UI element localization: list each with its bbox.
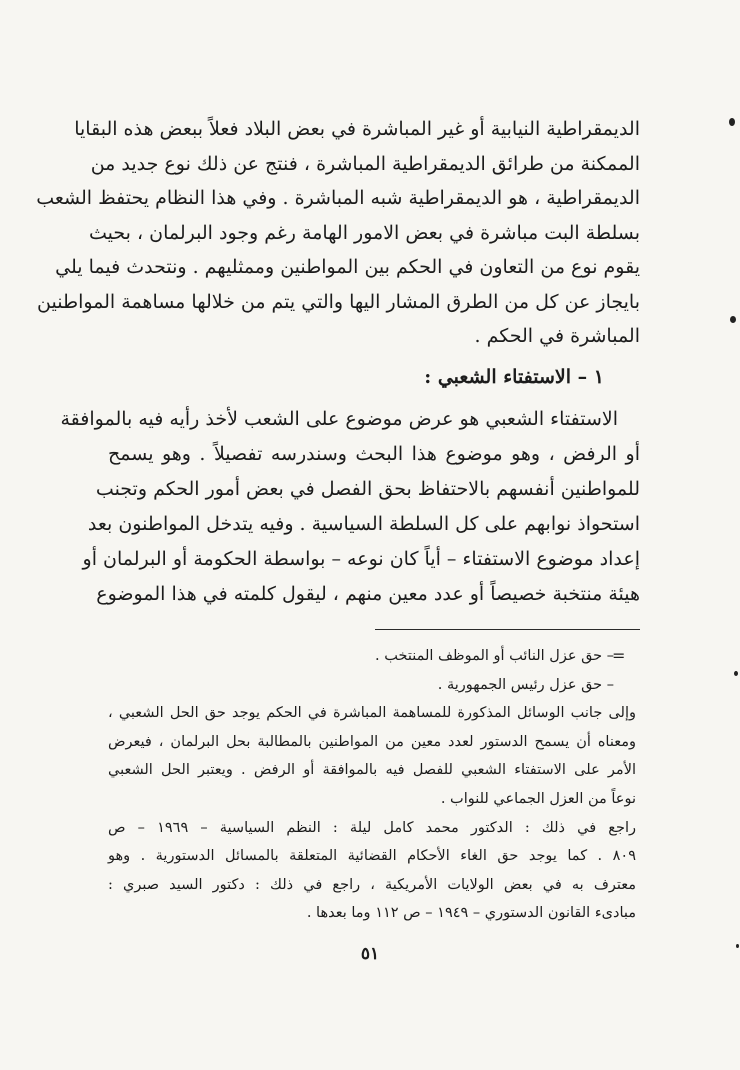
page-number: ٥١ [360, 944, 380, 964]
body-paragraph-1 [36, 112, 640, 354]
body-line: إعداد موضوع الاستفتاء – أياً كان نوعه – بواسطة الحكومة أو البرلمان أو [82, 548, 640, 570]
body-line: استحواذ نوابهم على كل السلطة السياسية . وفيه يتدخل المواطنون بعد [87, 513, 640, 535]
body-line: بايجاز عن كل من الطرق المشار اليها والتي يتم من خلالها مساهمة المواطنين [37, 290, 640, 313]
footnote-line: معترف به في بعض الولايات الأمريكية ، راجع في ذلك : دكتور السيد صبري : [108, 876, 636, 893]
footnote-line: ومعناه أن يسمح الدستور لعدد معين من المواطنين بالمطالبة بحل البرلمان ، فيعرض [108, 733, 636, 750]
footnote-line: نوعاً من العزل الجماعي للنواب . [440, 790, 636, 807]
footnote-line: مبادىء القانون الدستوري – ١٩٤٩ – ص ١١٢ وما بعدها . [306, 905, 636, 922]
body-line: أو الرفض ، وهو موضوع هذا البحث وسندرسه تفصيلاً . وهو يسمح [108, 443, 640, 465]
footnotes [108, 642, 640, 928]
body-line: المباشرة في الحكم . [474, 325, 640, 347]
section-heading: ١ – الاستفتاء الشعبي : [424, 366, 604, 388]
scan-speck [736, 944, 739, 948]
footnote-line: ٨٠٩ . كما يوجد حق الغاء الأحكام القضائية المتعلقة بالمسائل الدستورية . وهو [108, 848, 636, 865]
body-line: يقوم نوع من التعاون في الحكم بين المواطنين وممثليهم . ونتحدث فيما يلي [55, 256, 640, 278]
footnote-bullet: – حق عزل رئيس الجمهورية . [437, 676, 614, 693]
body-line: الاستفتاء الشعبي هو عرض موضوع على الشعب لأخذ رأيه فيه بالموافقة [60, 408, 618, 430]
footnote-line: راجع في ذلك : الدكتور محمد كامل ليلة : النظم السياسية – ١٩٦٩ – ص [108, 819, 637, 836]
footnote-line: وإلى جانب الوسائل المذكورة للمساهمة المباشرة في الحكم يوجد حق الحل الشعبي ، [108, 705, 636, 722]
body-line: الديمقراطية ، هو الديمقراطية شبه المباشرة . وفي هذا النظام يحتفظ الشعب [36, 187, 640, 209]
scan-speck [729, 118, 735, 126]
footnote-continuation-mark: = [612, 646, 626, 665]
body-line: هيئة منتخبة خصيصاً أو عدد معين منهم ، ليقول كلمته في هذا الموضوع [96, 583, 640, 605]
scan-speck [734, 671, 738, 676]
body-line: للمواطنين أنفسهم بالاحتفاظ بحق الفصل في بعض أمور الحكم وتجنب [95, 478, 640, 500]
body-line: الديمقراطية النيابية أو غير المباشرة في بعض البلاد فعلاً ببعض هذه البقايا [74, 118, 640, 140]
footnote-separator [375, 629, 640, 630]
body-paragraph-2 [60, 402, 640, 612]
scan-speck [730, 316, 736, 323]
footnote-line: الأمر على الاستفتاء الشعبي للفصل فيه بالموافقة أو الرفض . ويعتبر الحل الشعبي [108, 762, 636, 779]
body-line: بسلطة البت مباشرة في بعض الامور الهامة رغم وجود البرلمان ، بحيث [89, 221, 640, 244]
footnote-bullet: – حق عزل النائب أو الموظف المنتخب . [375, 648, 614, 664]
body-line: الممكنة من طرائق الديمقراطية المباشرة ، فنتج عن ذلك نوع جديد من [90, 152, 640, 175]
